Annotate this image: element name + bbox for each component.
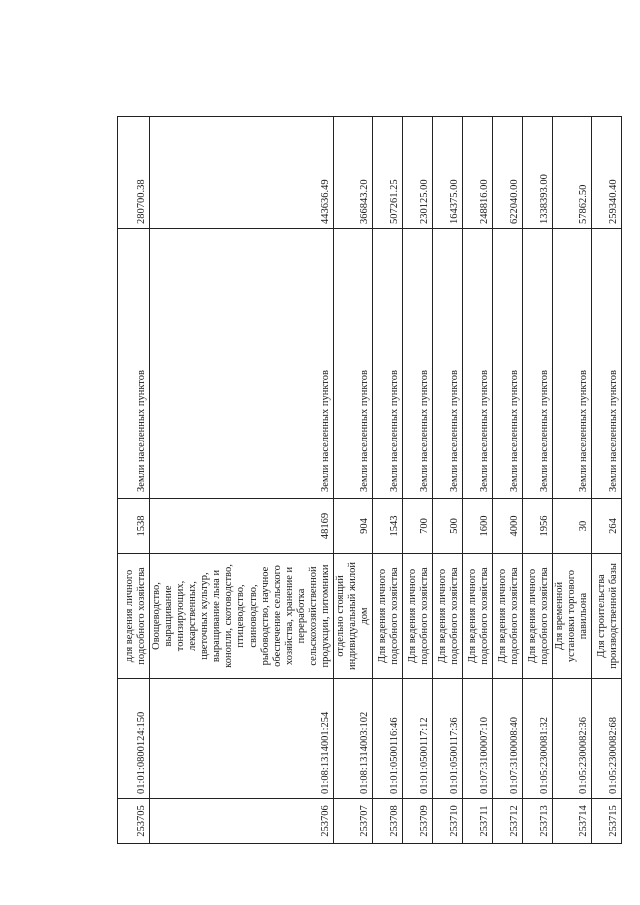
land-category: Земли населенных пунктов bbox=[150, 229, 334, 499]
table-row bbox=[592, 117, 622, 844]
permitted-use: Для ведения личного подсобного хозяйства bbox=[433, 554, 463, 679]
cadastral-number: 01:01:0800124:150 bbox=[118, 679, 150, 799]
row-id: 253707 bbox=[333, 799, 372, 844]
land-category: Земли населенных пунктов bbox=[592, 229, 622, 499]
row-id: 253711 bbox=[463, 799, 493, 844]
cadastral-number: 01:01:0500116:46 bbox=[373, 679, 403, 799]
area-value: 500 bbox=[433, 499, 463, 554]
table-row bbox=[433, 117, 463, 844]
row-id: 253712 bbox=[493, 799, 523, 844]
table-row bbox=[523, 117, 553, 844]
table-row bbox=[493, 117, 523, 844]
land-category: Земли населенных пунктов bbox=[333, 229, 372, 499]
cadastral-number: 01:07:3100008:40 bbox=[493, 679, 523, 799]
cadastral-number: 01:01:0500117:36 bbox=[433, 679, 463, 799]
permitted-use: Для ведения личного подсобного хозяйства bbox=[493, 554, 523, 679]
area-value: 1543 bbox=[373, 499, 403, 554]
area-value: 264 bbox=[592, 499, 622, 554]
cadastral-value: 248816.00 bbox=[463, 117, 493, 229]
permitted-use: Для временной установки торгового павильона bbox=[553, 554, 592, 679]
permitted-use: Для ведения личного подсобного хозяйства bbox=[463, 554, 493, 679]
land-category: Земли населенных пунктов bbox=[118, 229, 150, 499]
cadastral-value: 1338393.00 bbox=[523, 117, 553, 229]
document-page bbox=[117, 117, 620, 844]
land-category: Земли населенных пунктов bbox=[373, 229, 403, 499]
table-row bbox=[403, 117, 433, 844]
permitted-use: Для ведения личного подсобного хозяйства bbox=[373, 554, 403, 679]
row-id: 253706 bbox=[150, 799, 334, 844]
row-id: 253715 bbox=[592, 799, 622, 844]
row-id: 253708 bbox=[373, 799, 403, 844]
land-category: Земли населенных пунктов bbox=[433, 229, 463, 499]
row-id: 253705 bbox=[118, 799, 150, 844]
cadastral-value: 280700.38 bbox=[118, 117, 150, 229]
permitted-use: Для строительства производственной базы bbox=[592, 554, 622, 679]
cadastral-number: 01:05:2300082:68 bbox=[592, 679, 622, 799]
table-row bbox=[118, 117, 150, 844]
cadastral-number: 01:08:1314003:102 bbox=[333, 679, 372, 799]
table-row bbox=[553, 117, 592, 844]
cadastral-value: 164375.00 bbox=[433, 117, 463, 229]
area-value: 1600 bbox=[463, 499, 493, 554]
row-id: 253713 bbox=[523, 799, 553, 844]
cadastral-value: 443636.49 bbox=[150, 117, 334, 229]
cadastral-number: 01:08:1314001:254 bbox=[150, 679, 334, 799]
land-category: Земли населенных пунктов bbox=[553, 229, 592, 499]
cadastral-value: 57862.50 bbox=[553, 117, 592, 229]
row-id: 253709 bbox=[403, 799, 433, 844]
cadastral-value: 366843.20 bbox=[333, 117, 372, 229]
cadastral-number: 01:01:0500117:12 bbox=[403, 679, 433, 799]
cadastral-number: 01:05:2300081:32 bbox=[523, 679, 553, 799]
permitted-use: для ведения личного подсобного хозяйства bbox=[118, 554, 150, 679]
area-value: 1538 bbox=[118, 499, 150, 554]
cadastral-value: 507261.25 bbox=[373, 117, 403, 229]
permitted-use: Для ведения личного подсобного хозяйства bbox=[403, 554, 433, 679]
cadastral-value: 230125.00 bbox=[403, 117, 433, 229]
land-category: Земли населенных пунктов bbox=[403, 229, 433, 499]
area-value: 48169 bbox=[150, 499, 334, 554]
area-value: 30 bbox=[553, 499, 592, 554]
permitted-use: Для ведения личного подсобного хозяйства bbox=[523, 554, 553, 679]
permitted-use: Овощеводство, выращивание тонизирующих, лекарственных, цветочных культур, выращивание льна и конопли, скотоводство, птицеводство, свиноводство, рыбоводство, научное обеспечение сельского хозяйства, хранение и переработка сельскохозяйственной продукции, питомники bbox=[150, 554, 334, 679]
area-value: 904 bbox=[333, 499, 372, 554]
cadastral-number: 01:05:2300082:36 bbox=[553, 679, 592, 799]
table-row bbox=[373, 117, 403, 844]
permitted-use: отдельно стоящий индивидуальный жилой дом bbox=[333, 554, 372, 679]
area-value: 700 bbox=[403, 499, 433, 554]
area-value: 4000 bbox=[493, 499, 523, 554]
rotated-table-container bbox=[117, 117, 620, 844]
row-id: 253714 bbox=[553, 799, 592, 844]
table-row bbox=[463, 117, 493, 844]
cadastral-number: 01:07:3100007:10 bbox=[463, 679, 493, 799]
table-row bbox=[333, 117, 372, 844]
cadastral-value: 259340.40 bbox=[592, 117, 622, 229]
cadastral-value: 622040.00 bbox=[493, 117, 523, 229]
land-category: Земли населенных пунктов bbox=[463, 229, 493, 499]
area-value: 1956 bbox=[523, 499, 553, 554]
table-row bbox=[150, 117, 334, 844]
row-id: 253710 bbox=[433, 799, 463, 844]
land-parcel-table bbox=[117, 116, 622, 844]
land-category: Земли населенных пунктов bbox=[523, 229, 553, 499]
land-category: Земли населенных пунктов bbox=[493, 229, 523, 499]
